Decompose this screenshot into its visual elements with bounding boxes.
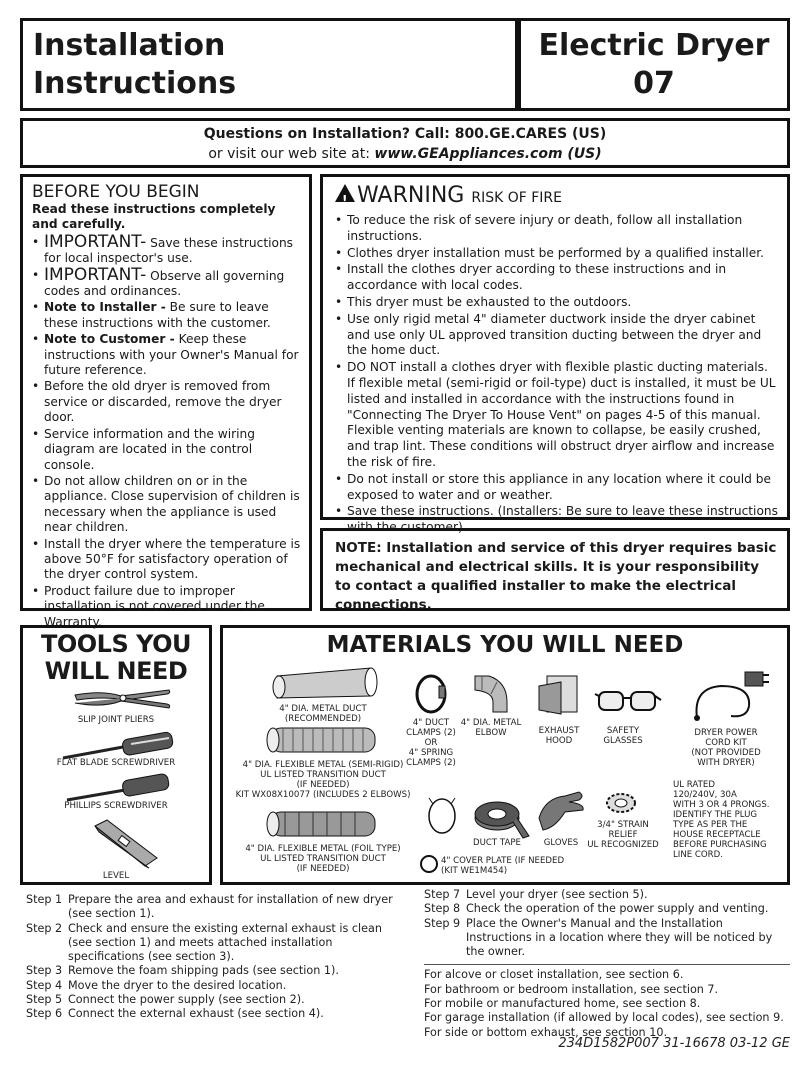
duct-tape-icon xyxy=(471,796,531,840)
section-references xyxy=(424,968,790,1039)
strain-relief-label: 3/4" STRAIN RELIEF UL RECOGNIZED xyxy=(587,820,659,850)
before-you-begin-box xyxy=(20,174,312,629)
clamps-label: 4" DUCT CLAMPS (2) OR 4" SPRING CLAMPS (2) xyxy=(406,718,456,768)
step-row xyxy=(26,993,398,1007)
before-item-label: IMPORTANT- xyxy=(44,264,147,285)
step-number: Step 3 xyxy=(26,964,63,978)
before-item-text: Observe all governing codes and ordinances. xyxy=(44,268,285,299)
note-text: NOTE: Installation and service of this dryer requires basic mechanical and electrical skills. It is your responsibility to contact a qualified installer to make the electrical connections. xyxy=(335,540,777,613)
contact-web xyxy=(23,144,787,164)
warning-box xyxy=(320,174,790,535)
before-item-text: Before the old dryer is removed from service or discarded, remove the dryer door. xyxy=(44,379,282,425)
before-item-text: Be sure to leave these instructions with the customer. xyxy=(44,300,271,330)
before-list xyxy=(32,231,303,630)
step-number: Step 1 xyxy=(26,893,63,906)
step-text: Connect the external exhaust (see section 4). xyxy=(68,1007,324,1021)
section-reference: For side or bottom exhaust, see section 10. xyxy=(424,1025,667,1039)
foil-duct-label: 4" DIA. FLEXIBLE METAL (FOIL TYPE) UL LISTED TRANSITION DUCT (IF NEEDED) xyxy=(245,844,401,874)
before-item xyxy=(32,537,303,583)
before-item-text: Do not allow children on or in the appliance. Close supervision of children is necessary when the appliance is used near children. xyxy=(44,473,300,535)
step-text: Place the Owner's Manual and the Installation Instructions in a location where they will be noticed by the owner. xyxy=(466,916,773,959)
step-number: Step 2 xyxy=(26,921,63,935)
doc-title-line1: Installation xyxy=(33,28,226,63)
phillips-screwdriver-icon xyxy=(65,778,175,802)
tool-label-phillips: PHILLIPS SCREWDRIVER xyxy=(64,801,168,811)
step-text: Remove the foam shipping pads (see section 1). xyxy=(68,964,339,978)
contact-web-prefix: or visit our web site at: xyxy=(208,146,375,162)
semi-rigid-duct-icon xyxy=(263,724,383,756)
steps-left xyxy=(26,893,398,1022)
before-item-text: Keep these instructions with your Owner's Manual for future reference. xyxy=(44,332,299,378)
before-title: BEFORE YOU BEGIN xyxy=(32,182,200,202)
step-number: Step 6 xyxy=(26,1007,63,1021)
before-item xyxy=(32,300,303,331)
step-row xyxy=(424,917,790,960)
materials-title: MATERIALS YOU WILL NEED xyxy=(326,632,684,658)
step-row xyxy=(26,922,398,965)
ul-rated-label: UL RATED 120/240V, 30A WITH 3 OR 4 PRONGS. IDENTIFY THE PLUG TYPE AS PER THE HOUSE RECEPTACLE BEFORE PURCHASING LINE CORD. xyxy=(673,780,770,860)
cord-label: DRYER POWER CORD KIT (NOT PROVIDED WITH DRYER) xyxy=(691,728,761,768)
step-text: Check and ensure the existing external exhaust is clean (see section 1) and meets attached installation specifications (see section 3). xyxy=(68,921,382,964)
step-number: Step 5 xyxy=(26,993,63,1007)
section-reference: For alcove or closet installation, see section 6. xyxy=(424,968,684,982)
step-text: Connect the power supply (see section 2). xyxy=(68,993,305,1007)
step-number: Step 8 xyxy=(424,902,461,916)
warning-title: WARNING xyxy=(357,183,465,208)
before-item-text: Product failure due to improper installation is not covered under the Warranty. xyxy=(44,583,265,629)
before-item xyxy=(32,427,303,473)
step-text: Level your dryer (see section 5). xyxy=(466,888,648,901)
step-text: Check the operation of the power supply and venting. xyxy=(466,902,769,916)
step-row xyxy=(26,964,398,978)
product-name: Electric Dryer xyxy=(538,28,770,63)
spring-clamp-icon xyxy=(425,796,459,836)
hood-label: EXHAUST HOOD xyxy=(538,726,580,746)
warning-item: • Do not install or store this appliance in any location where it could be exposed to water and or weather. xyxy=(335,472,779,504)
steps-right-block xyxy=(424,888,790,1040)
before-item-text: Save these instructions for local inspector's use. xyxy=(44,235,294,266)
product-model: 07 xyxy=(633,66,675,101)
tool-label-level: LEVEL xyxy=(102,871,130,881)
elbow-icon xyxy=(471,672,511,716)
before-item xyxy=(32,231,303,267)
cover-plate-icon xyxy=(419,854,439,874)
step-row xyxy=(26,979,398,993)
warning-list xyxy=(335,213,779,536)
flat-screwdriver-icon xyxy=(61,738,181,760)
before-item-label: IMPORTANT- xyxy=(44,231,147,252)
warning-item: • To reduce the risk of severe injury or death, follow all installation instructions. xyxy=(335,213,779,245)
section-reference: For bathroom or bedroom installation, see section 7. xyxy=(424,982,719,996)
safety-glasses-icon xyxy=(593,686,663,716)
glasses-label: SAFETY GLASSES xyxy=(603,726,643,746)
contact-phone: Questions on Installation? Call: 800.GE.CARES (US) xyxy=(203,126,607,142)
document-number: 234D1582P007 31-16678 03-12 GE xyxy=(558,1036,790,1051)
step-number: Step 9 xyxy=(424,916,461,930)
before-item-text: Install the dryer where the temperature is above 50°F for satisfactory operation of the dryer control system. xyxy=(44,536,301,582)
warning-heading xyxy=(335,183,779,211)
warning-item: • This dryer must be exhausted to the outdoors. xyxy=(335,295,779,311)
doc-title-line2: Instructions xyxy=(33,66,237,101)
rigid-duct-icon xyxy=(271,664,381,702)
warning-item: • Use only rigid metal 4" diameter ductwork inside the dryer cabinet and use only UL approved transition ducting between the dryer and the home duct. xyxy=(335,312,779,359)
step-row xyxy=(424,902,790,916)
tools-box xyxy=(20,625,212,885)
foil-duct-icon xyxy=(263,808,383,840)
step-row xyxy=(424,888,790,902)
contact-web-url[interactable]: www.GEAppliances.com (US) xyxy=(374,146,602,162)
step-row xyxy=(26,1007,398,1021)
header-product-box xyxy=(518,18,790,111)
warning-item: • Clothes dryer installation must be performed by a qualified installer. xyxy=(335,246,779,262)
before-item xyxy=(32,379,303,425)
rigid-duct-label: 4" DIA. METAL DUCT (RECOMMENDED) xyxy=(279,704,367,724)
step-row xyxy=(26,893,398,922)
elbow-label: 4" DIA. METAL ELBOW xyxy=(460,718,522,738)
note-box xyxy=(320,528,790,611)
gloves-label: GLOVES xyxy=(543,838,579,848)
tool-label-flat-screwdriver: FLAT BLADE SCREWDRIVER xyxy=(56,758,176,768)
warning-item: • DO NOT install a clothes dryer with flexible plastic ducting materials. If flexible metal (semi-rigid or foil-type) duct is installed, it must be UL listed and installed in accordance with the instructions found in "Connecting The Dryer To House Vent" on pages 4-5 of this manual. Flexible venting materials are known to collapse, be easily crushed, and trap lint. These conditions will obstruct dryer airflow and increase the risk of fire. xyxy=(335,360,779,471)
step-text: Prepare the area and exhaust for installation of new dryer (see section 1). xyxy=(68,893,393,921)
before-item-label: Note to Customer - xyxy=(44,332,175,347)
step-text: Move the dryer to the desired location. xyxy=(68,978,287,992)
cover-plate-label: 4" COVER PLATE (IF NEEDED (KIT WE1M454) xyxy=(441,856,565,876)
step-number: Step 4 xyxy=(26,978,63,992)
tape-label: DUCT TAPE xyxy=(473,838,521,848)
step-number: Step 7 xyxy=(424,888,461,901)
semi-rigid-label: 4" DIA. FLEXIBLE METAL (SEMI-RIGID) UL LISTED TRANSITION DUCT (IF NEEDED) KIT WX08X10077 (INCLUDES 2 ELBOWS) xyxy=(235,760,411,800)
before-item xyxy=(32,474,303,536)
header-title-box xyxy=(20,18,518,111)
section-reference: For garage installation (if allowed by local codes), see section 9. xyxy=(424,1011,784,1025)
warning-triangle-icon xyxy=(335,184,355,202)
before-lead: Read these instructions completely and carefully. xyxy=(32,202,276,232)
before-item xyxy=(32,332,303,378)
before-item xyxy=(32,264,303,300)
power-cord-icon xyxy=(691,668,771,724)
contact-box xyxy=(20,118,790,168)
before-item-text: Service information and the wiring diagram are located in the control console. xyxy=(44,426,256,472)
tools-title-line2: WILL NEED xyxy=(44,657,188,685)
duct-clamp-icon xyxy=(413,672,449,716)
steps-divider xyxy=(424,964,790,965)
warning-item: • Install the clothes dryer according to these instructions and in accordance with local codes. xyxy=(335,262,779,294)
exhaust-hood-icon xyxy=(537,674,581,718)
section-reference: For mobile or manufactured home, see section 8. xyxy=(424,997,701,1011)
before-item-label: Note to Installer - xyxy=(44,300,166,315)
before-item xyxy=(32,584,303,630)
warning-subtitle: RISK OF FIRE xyxy=(471,190,562,206)
strain-relief-icon xyxy=(601,788,641,818)
tools-title-line1: TOOLS YOU xyxy=(40,630,192,658)
level-icon xyxy=(91,818,161,868)
tool-label-pliers: SLIP JOINT PLIERS xyxy=(77,715,155,725)
gloves-icon xyxy=(535,788,591,834)
warning-item: • Save these instructions. (Installers: Be sure to leave these instructions with the customer). xyxy=(335,504,779,536)
pliers-icon xyxy=(73,686,173,712)
steps-right xyxy=(424,888,790,959)
materials-box xyxy=(220,625,790,885)
